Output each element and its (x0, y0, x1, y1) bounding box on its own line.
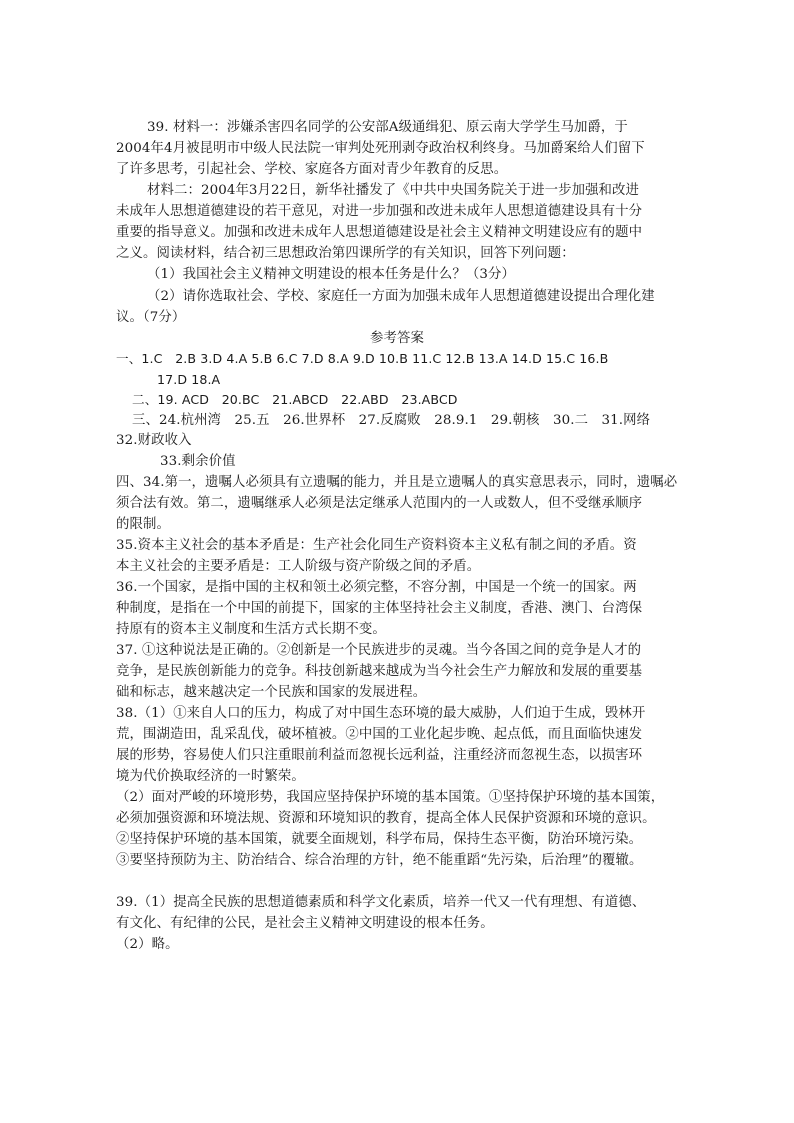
answer-37-line-2: 竞争，是民族创新能力的竞争。科技创新越来越成为当今社会生产力解放和发展的重要基 (116, 664, 643, 679)
answer-35-line-2: 本主义社会的主要矛盾是：工人阶级与资产阶级之间的矛盾。 (116, 559, 481, 574)
q39-line-9: （2）请你选取社会、学校、家庭任一方面为加强未成年人思想道德建设提出合理化建 (147, 289, 655, 304)
answer-37-line-1: 37. ①这种说法是正确的。②创新是一个民族进步的灵魂。当今各国之间的竞争是人才的 (116, 643, 642, 658)
answer-38-2-line-3: ②坚持保护环境的基本国策，就要全面规划，科学布局，保持生态平衡，防治环境污染。 (116, 832, 643, 847)
q39-line-3: 了许多思考，引起社会、学校、家庭各方面对青少年教育的反思。 (116, 162, 508, 177)
answer-36-line-2: 种制度，是指在一个中国的前提下，国家的主体坚持社会主义制度，香港、澳门、台湾保 (116, 601, 643, 616)
answer-38-1-line-1: 38.（1）①来自人口的压力，构成了对中国生态环境的最大威胁，人们迫于生成，毁林开 (116, 706, 646, 721)
answer-38-2-line-1: （2）面对严峻的环境形势，我国应坚持保护环境的基本国策。①坚持保护环境的基本国策， (116, 790, 665, 805)
answer-35-line-1: 35.资本主义社会的基本矛盾是：生产社会化同生产资料资本主义私有制之间的矛盾。资 (116, 538, 637, 553)
answer-34-line-2: 须合法有效。第二，遗嘱继承人必须是法定继承人范围内的一人或数人，但不受继承顺序 (116, 496, 643, 511)
answer-36-line-3: 持原有的资本主义制度和生活方式长期不变。 (116, 622, 386, 637)
answer-34-line-1: 四、34.第一，遗嘱人必须具有立遗嘱的能力，并且是立遗嘱人的真实意思表示，同时，遗嘱必 (116, 475, 678, 490)
q39-line-1: 39. 材料一：涉嫌杀害四名同学的公安部A级通缉犯、原云南大学学生马加爵，于 (147, 120, 628, 135)
answer-36-line-1: 36.一个国家，是指中国的主权和领土必须完整，不容分割，中国是一个统一的国家。两 (116, 580, 637, 595)
answer-title: 参考答案 (370, 331, 424, 346)
answer-39-line-2: 有文化、有纪律的公民，是社会主义精神文明建设的根本任务。 (116, 916, 494, 931)
q39-line-10: 议。（7分） (116, 310, 186, 325)
answer-39-line-1: 39.（1）提高全民族的思想道德素质和科学文化素质，培养一代又一代有理想、有道德、 (116, 895, 646, 910)
answer-38-1-line-2: 荒，围湖造田，乱采乱伐，破坏植被。②中国的工业化起步晚、起点低，而且面临快速发 (116, 727, 643, 742)
q39-line-8: （1）我国社会主义精神文明建设的根本任务是什么？（3分） (147, 267, 515, 282)
answer-38-1-line-3: 展的形势，容易使人们只注重眼前利益而忽视长远利益，注重经济而忽视生态，以损害环 (116, 748, 643, 763)
answer-38-2-line-4: ③要坚持预防为主、防治结合、综合治理的方针，绝不能重蹈“先污染，后治理”的覆辙。 (116, 853, 643, 868)
answer-38-2-line-2: 必须加强资源和环境法规、资源和环境知识的教育，提高全体人民保护资源和环境的意识。 (116, 811, 656, 826)
q39-line-5: 未成年人思想道德建设的若干意见，对进一步加强和改进未成年人思想道德建设具有十分 (116, 204, 643, 219)
answer-38-1-line-4: 境为代价换取经济的一时繁荣。 (116, 769, 305, 784)
q39-line-7: 之义。阅读材料，结合初三思想政治第四课所学的有关知识，回答下列问题： (116, 246, 575, 261)
answer-39-line-3: （2）略。 (116, 937, 179, 952)
q39-line-2: 2004年4月被昆明市中级人民法院一审判处死刑剥夺政治权利终身。马加爵案给人们留下 (116, 141, 645, 156)
q39-line-4: 材料二：2004年3月22日，新华社播发了《中共中央国务院关于进一步加强和改进 (147, 183, 640, 198)
answer-34-line-3: 的限制。 (116, 517, 170, 532)
answer-37-line-3: 础和标志，越来越决定一个民族和国家的发展进程。 (116, 685, 427, 700)
section2-line: 二、19. ACD 20.BC 21.ABCD 22.ABD 23.ABCD (132, 392, 458, 407)
section1-line-2: 17.D 18.A (157, 372, 221, 387)
section3-line-3: 33.剩余价值 (160, 454, 236, 469)
section3-line-1: 三、24.杭州湾 25.五 26.世界杯 27.反腐败 28.9.1 29.朝核 30.二 31.网络 (132, 413, 651, 428)
section3-line-2: 32.财政收入 (116, 433, 192, 448)
section1-line-1: 一、1.C 2.B 3.D 4.A 5.B 6.C 7.D 8.A 9.D 10.B 11.C 12.B 13.A 14.D 15.C 16.B (116, 351, 609, 366)
q39-line-6: 重要的指导意义。加强和改进未成年人思想道德建设是社会主义精神文明建设应有的题中 (116, 225, 643, 240)
